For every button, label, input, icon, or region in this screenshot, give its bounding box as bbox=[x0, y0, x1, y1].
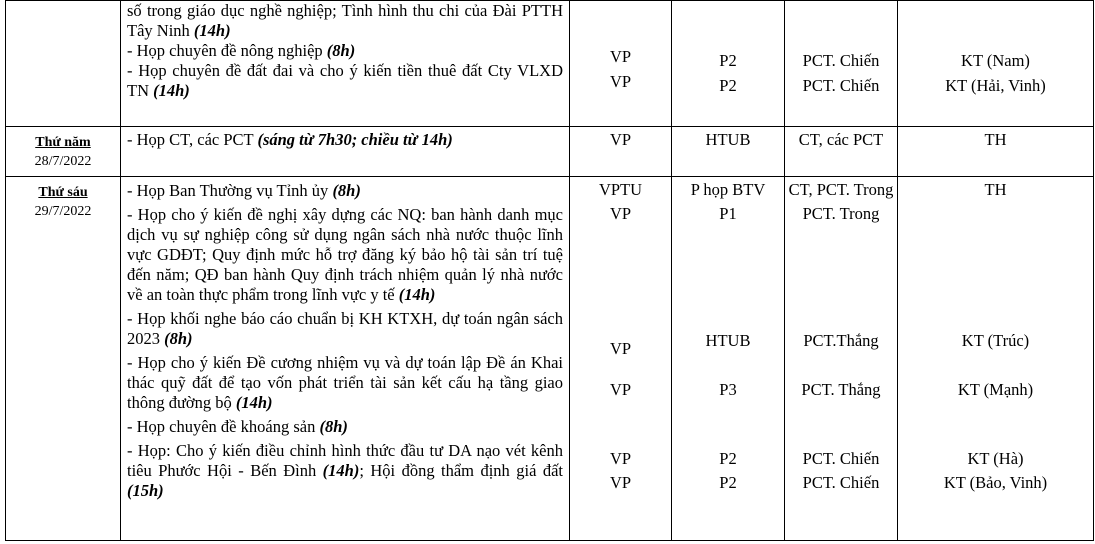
prep-cell bbox=[898, 127, 1094, 177]
chair: CT, PCT. Trong bbox=[788, 180, 894, 199]
chair: PCT. Thắng bbox=[801, 380, 881, 399]
prep-cell bbox=[898, 1, 1094, 127]
content-cell bbox=[121, 177, 570, 541]
room-cell bbox=[672, 177, 785, 541]
prep: TH bbox=[984, 130, 1007, 149]
prep: KT (Nam) bbox=[961, 51, 1030, 70]
content-cell bbox=[121, 127, 570, 177]
location: VPTU bbox=[598, 180, 643, 199]
day-of-week: Thứ năm bbox=[35, 135, 91, 150]
schedule-item: - Họp: Cho ý kiến điều chỉnh hình thức đầu tư DA nạo vét kênh tiêu Phước Hội - Bến Đình (14h); Hội đồng thẩm định giá đất (15h) bbox=[127, 441, 563, 500]
location: VP bbox=[609, 449, 632, 468]
content-cell bbox=[121, 1, 570, 127]
room: P1 bbox=[719, 204, 737, 223]
prep: TH bbox=[984, 180, 1007, 199]
prep: KT (Bảo, Vinh) bbox=[943, 473, 1048, 492]
schedule-item: - Họp chuyên đề khoáng sản (8h) bbox=[127, 417, 348, 436]
table-row bbox=[6, 177, 1094, 541]
schedule-item: - Họp khối nghe báo cáo chuẩn bị KH KTXH, dự toán ngân sách 2023 (8h) bbox=[127, 309, 563, 348]
schedule-item: số trong giáo dục nghề nghiệp; Tình hình thu chi của Đài PTTH Tây Ninh (14h) bbox=[127, 1, 563, 40]
room: P2 bbox=[719, 449, 737, 468]
schedule-item: - Họp cho ý kiến Đề cương nhiệm vụ và dự toán lập Đề án Khai thác quỹ đất để tạo vốn phát triển tài sản kết cấu hạ tầng giao thông đường bộ (14h) bbox=[127, 353, 563, 412]
location: VP bbox=[609, 47, 632, 66]
schedule-item: - Họp chuyên đề đất đai và cho ý kiến tiền thuê đất Cty VLXD TN (14h) bbox=[127, 61, 563, 100]
location: VP bbox=[609, 204, 632, 223]
location-cell bbox=[570, 127, 672, 177]
table-row bbox=[6, 1, 1094, 127]
prep: KT (Mạnh) bbox=[957, 380, 1034, 399]
location-cell bbox=[570, 1, 672, 127]
room: HTUB bbox=[705, 130, 751, 149]
room: P họp BTV bbox=[690, 180, 766, 199]
chair: PCT. Chiến bbox=[802, 473, 880, 492]
chair: PCT. Chiến bbox=[802, 51, 880, 70]
prep: KT (Trúc) bbox=[961, 331, 1030, 350]
date: 28/7/2022 bbox=[34, 154, 92, 169]
day-of-week: Thứ sáu bbox=[38, 185, 88, 200]
schedule-item: - Họp Ban Thường vụ Tỉnh ủy (8h) bbox=[127, 181, 361, 200]
day-cell bbox=[6, 1, 121, 127]
chair: CT, các PCT bbox=[798, 130, 884, 149]
room: HTUB bbox=[705, 331, 751, 350]
chair-cell bbox=[785, 127, 898, 177]
chair: PCT. Chiến bbox=[802, 76, 880, 95]
schedule-table bbox=[5, 0, 1094, 541]
location: VP bbox=[609, 339, 632, 358]
room-cell bbox=[672, 127, 785, 177]
room: P2 bbox=[719, 51, 737, 70]
room-cell bbox=[672, 1, 785, 127]
chair: PCT. Chiến bbox=[802, 449, 880, 468]
day-cell bbox=[6, 177, 121, 541]
prep: KT (Hải, Vinh) bbox=[945, 76, 1046, 95]
room: P2 bbox=[719, 76, 737, 95]
location: VP bbox=[609, 72, 632, 91]
chair-cell bbox=[785, 177, 898, 541]
schedule-item: - Họp chuyên đề nông nghiệp (8h) bbox=[127, 41, 356, 60]
room: P2 bbox=[719, 473, 737, 492]
prep-cell bbox=[898, 177, 1094, 541]
schedule-item: - Họp cho ý kiến đề nghị xây dựng các NQ: ban hành danh mục dịch vụ sự nghiệp công sử dụng ngân sách nhà nước thuộc lĩnh vực GDĐT; Quy định mức hỗ trợ đăng ký bảo hộ tài sản trí tuệ đến năm; QĐ ban hành Quy định trách nhiệm quản lý nhà nước về an toàn thực phẩm trong lĩnh vực y tế (14h) bbox=[127, 205, 563, 304]
location-cell bbox=[570, 177, 672, 541]
chair: PCT.Thắng bbox=[803, 331, 879, 350]
location: VP bbox=[609, 473, 632, 492]
prep: KT (Hà) bbox=[967, 449, 1024, 468]
day-cell bbox=[6, 127, 121, 177]
chair-cell bbox=[785, 1, 898, 127]
room: P3 bbox=[719, 380, 737, 399]
location: VP bbox=[609, 380, 632, 399]
chair: PCT. Trong bbox=[802, 204, 880, 223]
schedule-item: - Họp CT, các PCT (sáng từ 7h30; chiều từ 14h) bbox=[127, 130, 453, 149]
date: 29/7/2022 bbox=[34, 204, 92, 219]
table-row bbox=[6, 127, 1094, 177]
location: VP bbox=[609, 130, 632, 149]
